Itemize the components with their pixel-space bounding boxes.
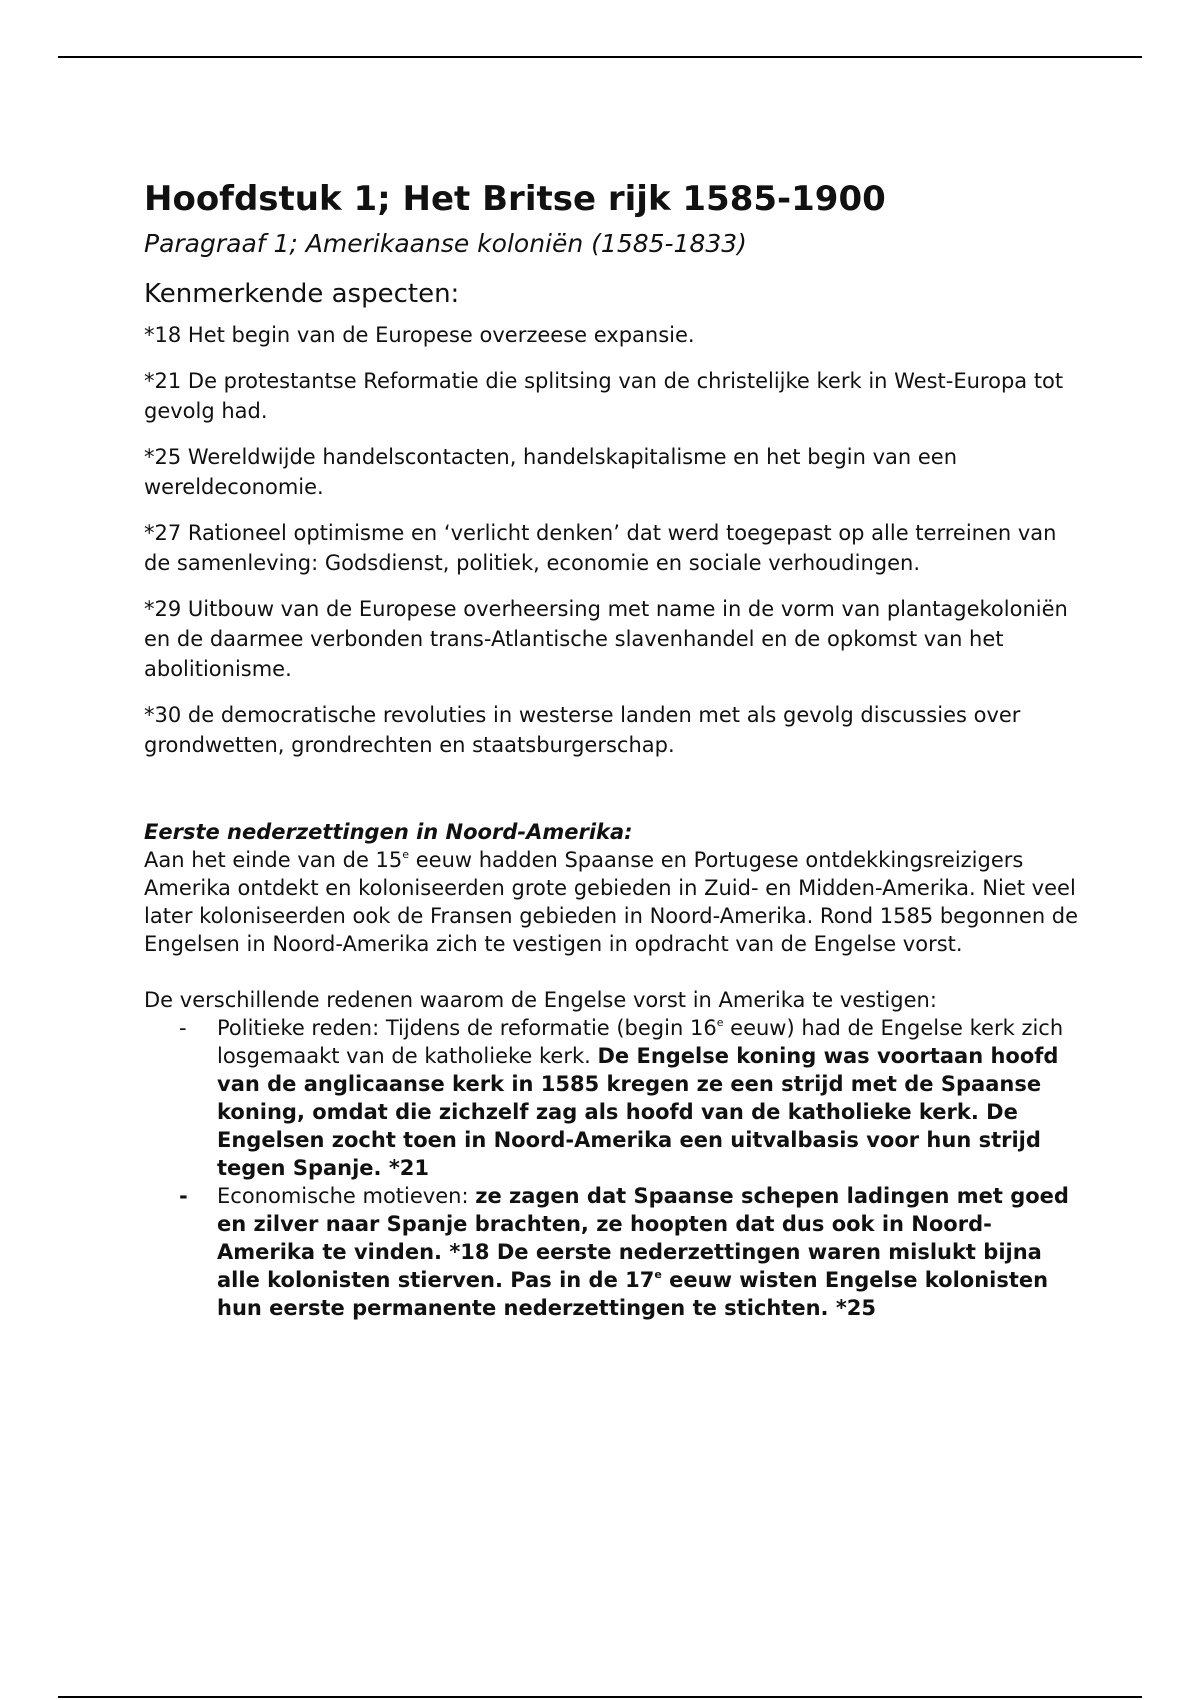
dash-bullet: -	[179, 1016, 187, 1040]
reason-text: Politieke reden: Tijdens de reformatie (begin 16	[217, 1016, 717, 1040]
aspect-item: *18 Het begin van de Europese overzeese expansie.	[144, 323, 695, 347]
settlements-section	[144, 818, 1084, 1322]
reason-text: Economische motieven:	[217, 1184, 476, 1208]
reason-item-political	[144, 1014, 1084, 1182]
section-heading: Eerste nederzettingen in Noord-Amerika:	[144, 820, 633, 844]
reason-bold-text: eeuw wisten Engelse kolonisten hun eerste permanente nederzettingen te stichten. *25	[217, 1268, 1049, 1320]
top-rule	[58, 56, 1142, 58]
aspects-list	[144, 320, 1084, 760]
aspect-item: *27 Rationeel optimisme en ‘verlicht denken’ dat werd toegepast op alle terreinen van de samenleving: Godsdienst, politiek, economie en sociale verhoudingen.	[144, 521, 1057, 575]
ordinal-superscript: e	[716, 1016, 724, 1029]
chapter-title: Hoofdstuk 1; Het Britse rijk 1585-1900	[144, 179, 886, 219]
ordinal-superscript: e	[654, 1268, 662, 1281]
bottom-rule	[58, 1696, 1142, 1698]
section-intro-paragraph	[144, 846, 1084, 958]
intro-text-end: eeuw hadden Spaanse en Portugese ontdekkingsreizigers Amerika ontdekt en koloniseerden grote gebieden in Zuid- en Midden-Amerika. Niet veel later koloniseerden ook de Fransen gebieden in Noord-Amerika. Rond 1585 begonnen de Engelsen in Noord-Amerika zich te vestigen in opdracht van de Engelse vorst.	[144, 848, 1079, 956]
ordinal-superscript: e	[402, 848, 410, 861]
dash-bullet: -	[179, 1184, 188, 1208]
document-page	[144, 176, 1084, 1322]
aspects-heading: Kenmerkende aspecten:	[144, 279, 460, 309]
reason-text: eeuw) had de Engelse kerk zich losgemaakt van de katholieke kerk.	[217, 1016, 1064, 1068]
reasons-list	[144, 1014, 1084, 1322]
reasons-intro: De verschillende redenen waarom de Engelse vorst in Amerika te vestigen:	[144, 988, 937, 1012]
reason-bold-text: ze zagen dat Spaanse schepen ladingen met goed en zilver naar Spanje brachten, ze hoopten dat dus ook in Noord-Amerika te vinden. *18 De eerste nederzettingen waren mislukt bijna alle kolonisten stierven. Pas in de 17	[217, 1184, 1069, 1292]
aspect-item: *21 De protestantse Reformatie die splitsing van de christelijke kerk in West-Europa tot gevolg had.	[144, 369, 1064, 423]
intro-text-start: Aan het einde van de 15	[144, 848, 403, 872]
reason-bold-text: De Engelse koning was voortaan hoofd van de anglicaanse kerk in 1585 kregen ze een strijd met de Spaanse koning, omdat die zichzelf zag als hoofd van de katholieke kerk. De Engelsen zocht toen in Noord-Amerika een uitvalbasis voor hun strijd tegen Spanje. *21	[217, 1044, 1059, 1180]
aspect-item: *25 Wereldwijde handelscontacten, handelskapitalisme en het begin van een wereldeconomie.	[144, 445, 958, 499]
aspect-item: *30 de democratische revoluties in westerse landen met als gevolg discussies over grondwetten, grondrechten en staatsburgerschap.	[144, 703, 1021, 757]
paragraph-subtitle: Paragraaf 1; Amerikaanse koloniën (1585-1833)	[144, 229, 747, 258]
aspect-item: *29 Uitbouw van de Europese overheersing met name in de vorm van plantagekoloniën en de daarmee verbonden trans-Atlantische slavenhandel en de opkomst van het abolitionisme.	[144, 597, 1068, 681]
reason-item-economic	[144, 1182, 1084, 1322]
